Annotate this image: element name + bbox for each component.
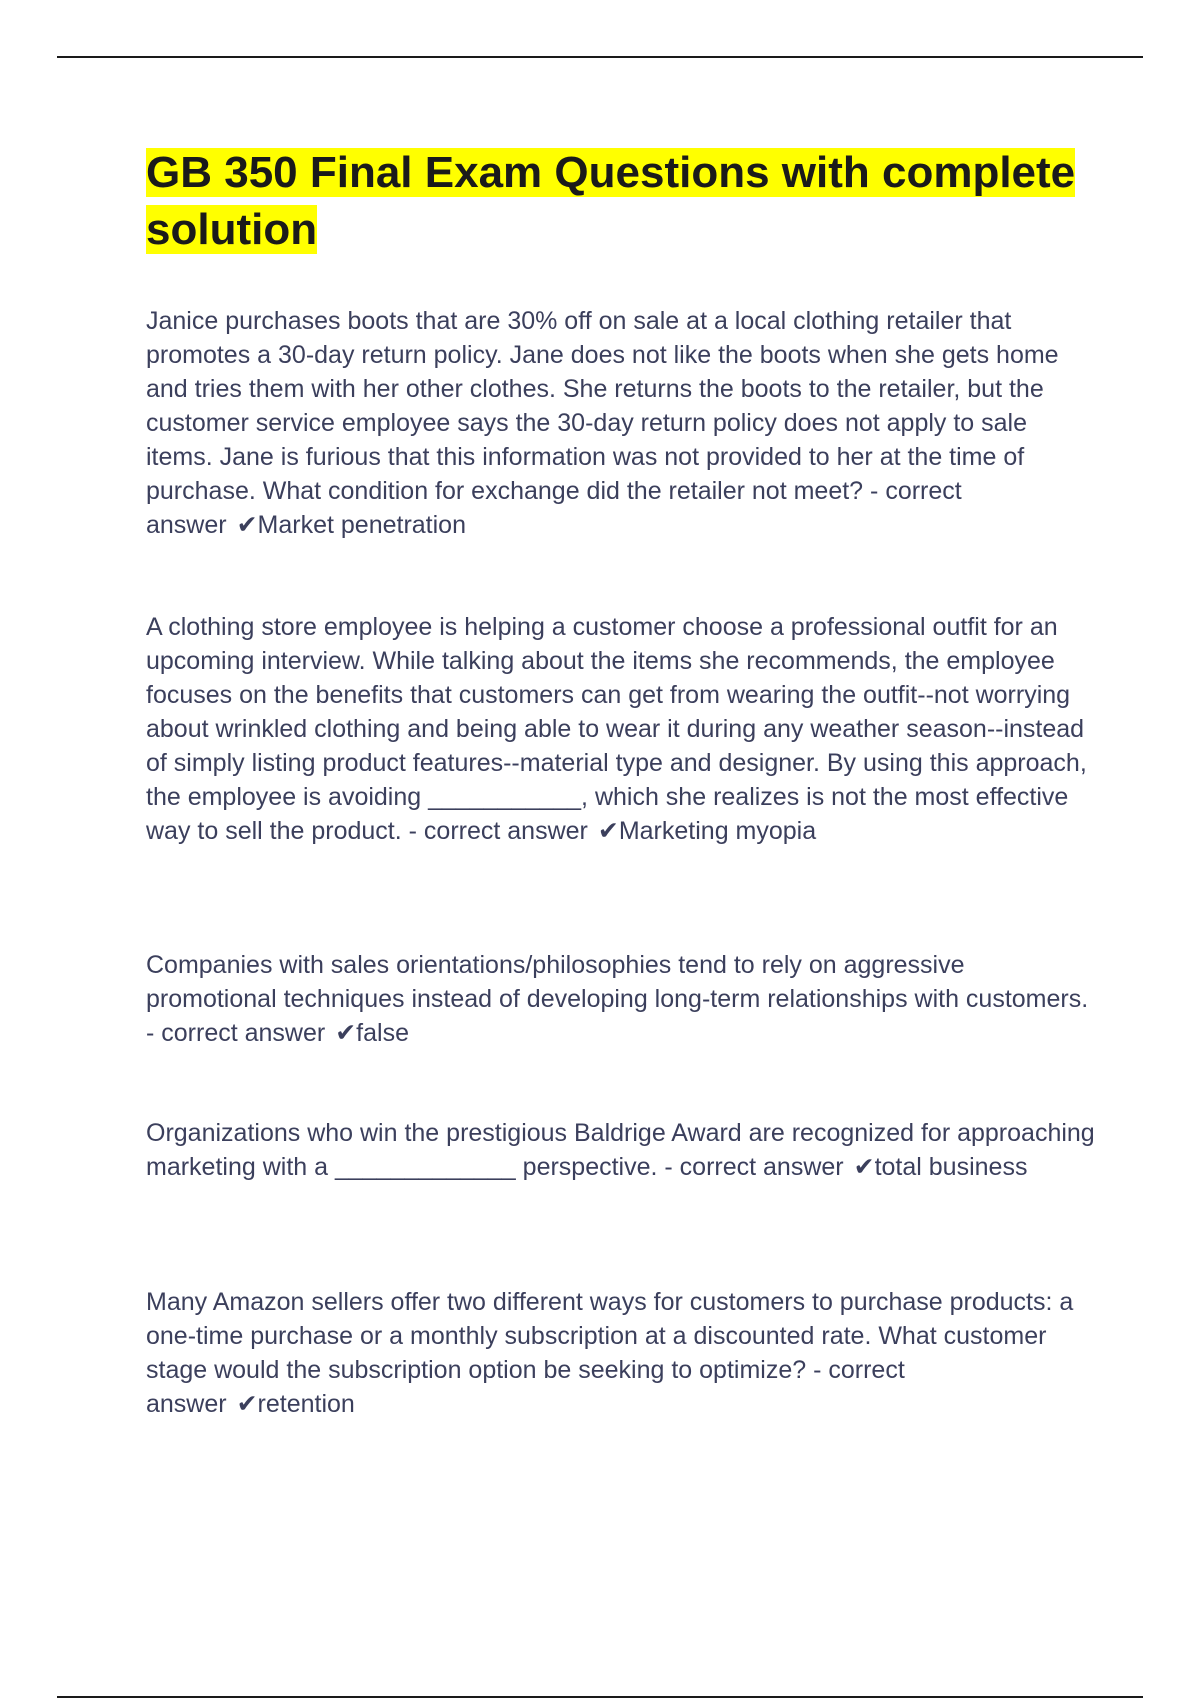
question-text: Organizations who win the prestigious Baldrige Award are recognized for approaching marketing with a _____________ perspective.: [146, 1119, 1095, 1181]
qa-item-4: [146, 1116, 1096, 1184]
qa-item-5: [146, 1285, 1096, 1421]
answer-text: total business: [874, 1153, 1028, 1181]
answer-separator: - correct answer: [146, 477, 962, 539]
qa-item-2: [146, 610, 1096, 848]
answer-separator: - correct answer: [664, 1153, 844, 1181]
checkmark-icon: ✔: [853, 1153, 875, 1181]
qa-item-1: [146, 304, 1096, 542]
answer-text: false: [356, 1019, 409, 1047]
checkmark-icon: ✔: [236, 511, 258, 539]
question-text: Many Amazon sellers offer two different ways for customers to purchase products: a one-time purchase or a monthly subscription at a discounted rate. What customer stage would the subscription option be seeking to optimize?: [146, 1288, 1074, 1384]
checkmark-icon: ✔: [236, 1390, 258, 1418]
document-title: [146, 144, 1086, 258]
answer-separator: - correct answer: [146, 1019, 326, 1047]
answer-separator: - correct answer: [146, 1356, 905, 1418]
checkmark-icon: ✔: [597, 817, 619, 845]
checkmark-icon: ✔: [335, 1019, 357, 1047]
answer-text: Market penetration: [257, 511, 466, 539]
top-divider: [57, 56, 1143, 58]
answer-text: Marketing myopia: [618, 817, 817, 845]
answer-separator: - correct answer: [408, 817, 588, 845]
document-title-text: GB 350 Final Exam Questions with complete solution: [146, 148, 1076, 254]
question-text: Companies with sales orientations/philosophies tend to rely on aggressive promotional techniques instead of developing long-term relationships with customers.: [146, 951, 1089, 1013]
answer-text: retention: [257, 1390, 355, 1418]
question-text: Janice purchases boots that are 30% off on sale at a local clothing retailer that promotes a 30-day return policy. Jane does not like the boots when she gets home and tries them with her other clothes. She returns the boots to the retailer, but the customer service employee says the 30-day return policy does not apply to sale items. Jane is furious that this information was not provided to her at the time of purchase. What condition for exchange did the retailer not meet?: [146, 307, 1059, 505]
qa-item-3: [146, 948, 1096, 1050]
question-text: A clothing store employee is helping a customer choose a professional outfit for an upcoming interview. While talking about the items she recommends, the employee focuses on the benefits that customers can get from wearing the outfit--not worrying about wrinkled clothing and being able to wear it during any weather season--instead of simply listing product features--material type and designer. By using this approach, the employee is avoiding ___________, which she realizes is not the most effective way to sell the product.: [146, 613, 1087, 845]
bottom-divider: [57, 1696, 1143, 1698]
